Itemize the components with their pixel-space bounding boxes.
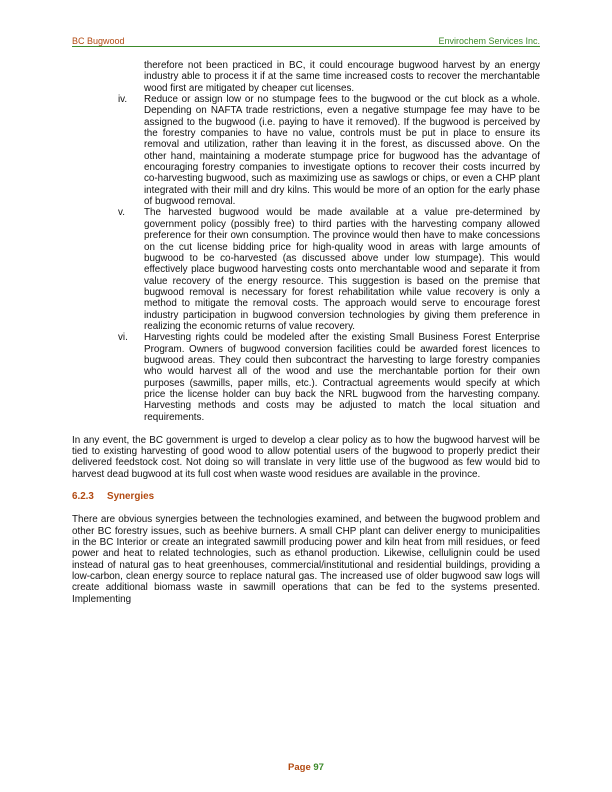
page-body bbox=[72, 60, 540, 605]
header-company-name: Envirochem Services Inc. bbox=[438, 36, 540, 46]
page-footer bbox=[0, 762, 612, 773]
list-item-number: v. bbox=[118, 207, 125, 219]
list-item-v bbox=[72, 207, 540, 332]
page-number-label: Page bbox=[288, 762, 311, 773]
list-continuation-text: therefore not been practiced in BC, it could encourage bugwood harvest by an energy industry able to process it if at the same time increased costs to recover the merchantable wood first are mitigated by cheaper cut licenses. bbox=[144, 60, 540, 94]
list-item-vi bbox=[72, 332, 540, 423]
section-heading bbox=[72, 491, 540, 502]
list-item-text: The harvested bugwood would be made available at a value pre-determined by government policy (possibly free) to third parties with the harvesting company allowed preference for their own consumption. The province would then have to make concessions on the cut license bidding price for high-quality wood in areas with large amounts of bugwood to be co-harvested (as discussed above under low stumpage). This would effectively place bugwood harvesting costs onto merchantable wood and separate it from value recovery of the energy resource. This suggestion is based on the premise that bugwood removal is necessary for forest rehabilitation while value recovery is only a method to mitigate the removal costs. The approach would serve to encourage forest industry participation in bugwood conversion technologies by giving them preference in realizing the economic returns of value recovery. bbox=[144, 207, 540, 332]
list-item-iv bbox=[72, 94, 540, 207]
list-item-number: iv. bbox=[118, 94, 128, 106]
page-header bbox=[72, 33, 540, 47]
section-number: 6.2.3 bbox=[72, 491, 94, 503]
page-number: 97 bbox=[313, 762, 324, 773]
list-item-number: vi. bbox=[118, 332, 128, 344]
list-item-text: Reduce or assign low or no stumpage fees to the bugwood or the cut block as a whole. Depending on NAFTA trade restrictions, even a negative stumpage fee may have to be assigned to the bugwood (i.e. paying to have it removed). If the bugwood is perceived by the forestry companies to have no value, controls must be put in place to ensure its removal and utilization, rather than leaving it in the forest, as discussed above. On the other hand, maintaining a moderate stumpage price for bugwood has the advantage of encouraging forestry companies to investigate options to recover their costs incurred by co-harvesting bugwood, such as maximizing use as sawlogs or chips, or even a CHP plant integrated with their mill and dry kilns. This would be more of an option for the early phase of bugwood removal. bbox=[144, 94, 540, 208]
body-paragraph-synergies: There are obvious synergies between the technologies examined, and between the bugwood problem and other BC forestry issues, such as beehive burners. A small CHP plant can deliver energy to municipalities in the BC Interior or create an integrated sawmill producing power and kiln heat from mill residues, or feed power and heat to related technologies, such as ethanol production. Likewise, cellulignin could be used instead of natural gas to heat greenhouses, commercial/institutional and residential buildings, providing a low-carbon, clean energy source to replace natural gas. The increased use of older bugwood saw logs will create additional biomass waste in sawmill operations that can be fed to the systems presented. Implementing bbox=[72, 514, 540, 605]
section-title: Synergies bbox=[107, 491, 155, 503]
header-rule bbox=[72, 46, 540, 47]
header-document-title: BC Bugwood bbox=[72, 36, 125, 46]
list-item-text: Harvesting rights could be modeled after the existing Small Business Forest Enterprise Program. Owners of bugwood conversion facilities could be awarded forest licences to bugwood areas. They could then subcontract the harvesting to large forestry companies who would harvest all of the wood and use the merchantable portion for their own purposes (sawmills, paper mills, etc.). Contractual agreements would specify at which price the license holder can buy back the NRL bugwood from the harvesting company. Harvesting methods and costs may be adjusted to match the local situation and requirements. bbox=[144, 332, 540, 423]
body-paragraph-policy: In any event, the BC government is urged to develop a clear policy as to how the bugwood harvest will be tied to existing harvesting of good wood to allow potential users of the bugwood to properly predict their delivered feedstock cost. Not doing so will translate in very little use of the bugwood as few would bid to harvest dead bugwood at its full cost when waste wood residues are available in the province. bbox=[72, 434, 540, 480]
